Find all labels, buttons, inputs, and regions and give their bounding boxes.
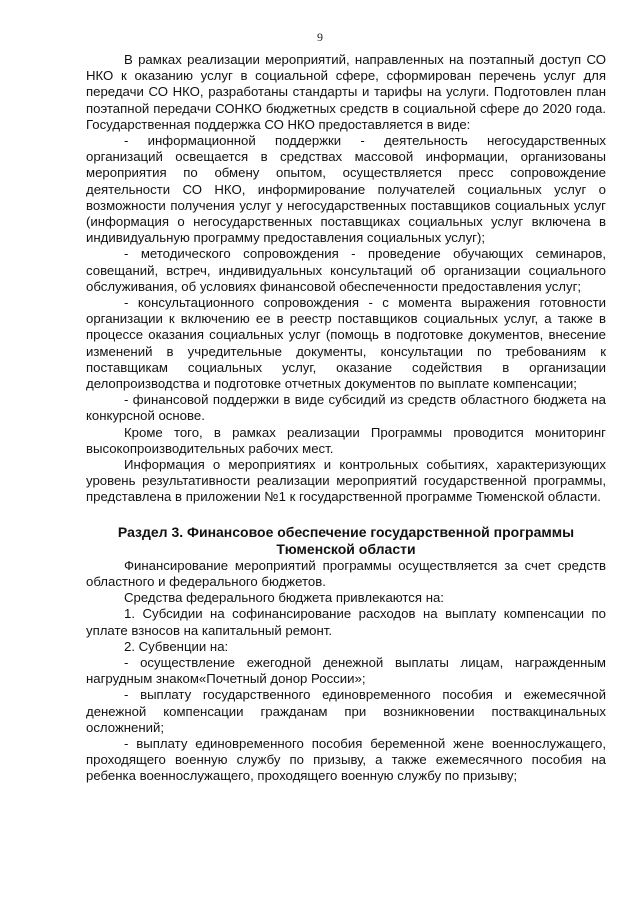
page-number: 9 [317, 30, 323, 44]
section-heading: Раздел 3. Финансовое обеспечение государственной программы Тюменской области [117, 523, 575, 557]
list-item: - осуществление ежегодной денежной выплаты лицам, награжденным нагрудным знаком«Почетный донор России»; [86, 654, 606, 687]
list-item: 2. Субвенции на: [124, 638, 229, 654]
paragraph: Информация о мероприятиях и контрольных событиях, характеризующих уровень результативности реализации мероприятий государственной программы, представлена в приложении №1 к государственной программе Тюменской области. [86, 457, 606, 505]
paragraph: Средства федерального бюджета привлекаются на: [124, 590, 444, 606]
list-item: - информационной поддержки - деятельность негосударственных организаций освещается в средствах массовой информации, организованы мероприятия по обмену опытом, осуществляется пресс сопровождение деятельности СО НКО, информирование получателей социальных услуг о возможности получения услуг у негосударственных поставщиков социальных услуг (информация о негосударственных поставщиках социальных услуг включена в индивидуальную программу предоставления социальных услуг); [86, 133, 606, 246]
document-body [86, 52, 606, 785]
list-item: - консультационного сопровождения - с момента выражения готовности организации к включению ее в реестр поставщиков социальных услуг, а также в процессе оказания социальных услуг (помощь в подготовке документов, внесение изменений в учредительные документы, консультации по требованиям к поставщикам социальных услуг, оказание содействия в организации делопроизводства и подготовке отчетных документов по выплате компенсации; [86, 295, 606, 392]
list-item: - методического сопровождения - проведение обучающих семинаров, совещаний, встреч, индивидуальных консультаций об организации социального обслуживания, об условиях финансовой обеспеченности предоставления услуг; [86, 246, 606, 294]
paragraph: Финансирование мероприятий программы осуществляется за счет средств областного и федерального бюджетов. [86, 557, 606, 589]
paragraph: Кроме того, в рамках реализации Программы проводится мониторинг высокопроизводительных рабочих мест. [86, 424, 606, 456]
list-item: 1. Субсидии на софинансирование расходов на выплату компенсации по уплате взносов на капитальный ремонт. [86, 606, 606, 638]
list-item: - выплату государственного единовременного пособия и ежемесячной денежной компенсации гражданам при возникновении поствакцинальных осложнений; [86, 687, 606, 735]
paragraph: В рамках реализации мероприятий, направленных на поэтапный доступ СО НКО к оказанию услуг в социальной сфере, сформирован перечень услуг для передачи СО НКО, разработаны стандарты и тарифы на услуги. Подготовлен план поэтапной передачи СОНКО бюджетных средств в социальной сфере до 2020 года. Государственная поддержка СО НКО предоставляется в виде: [86, 52, 606, 132]
list-item: - финансовой поддержки в виде субсидий из средств областного бюджета на конкурсной основе. [86, 392, 606, 424]
list-item: - выплату единовременного пособия беременной жене военнослужащего, проходящего военную службу по призыву, а также ежемесячного пособия на ребенка военнослужащего, проходящего военную службу по призыву; [86, 735, 606, 784]
